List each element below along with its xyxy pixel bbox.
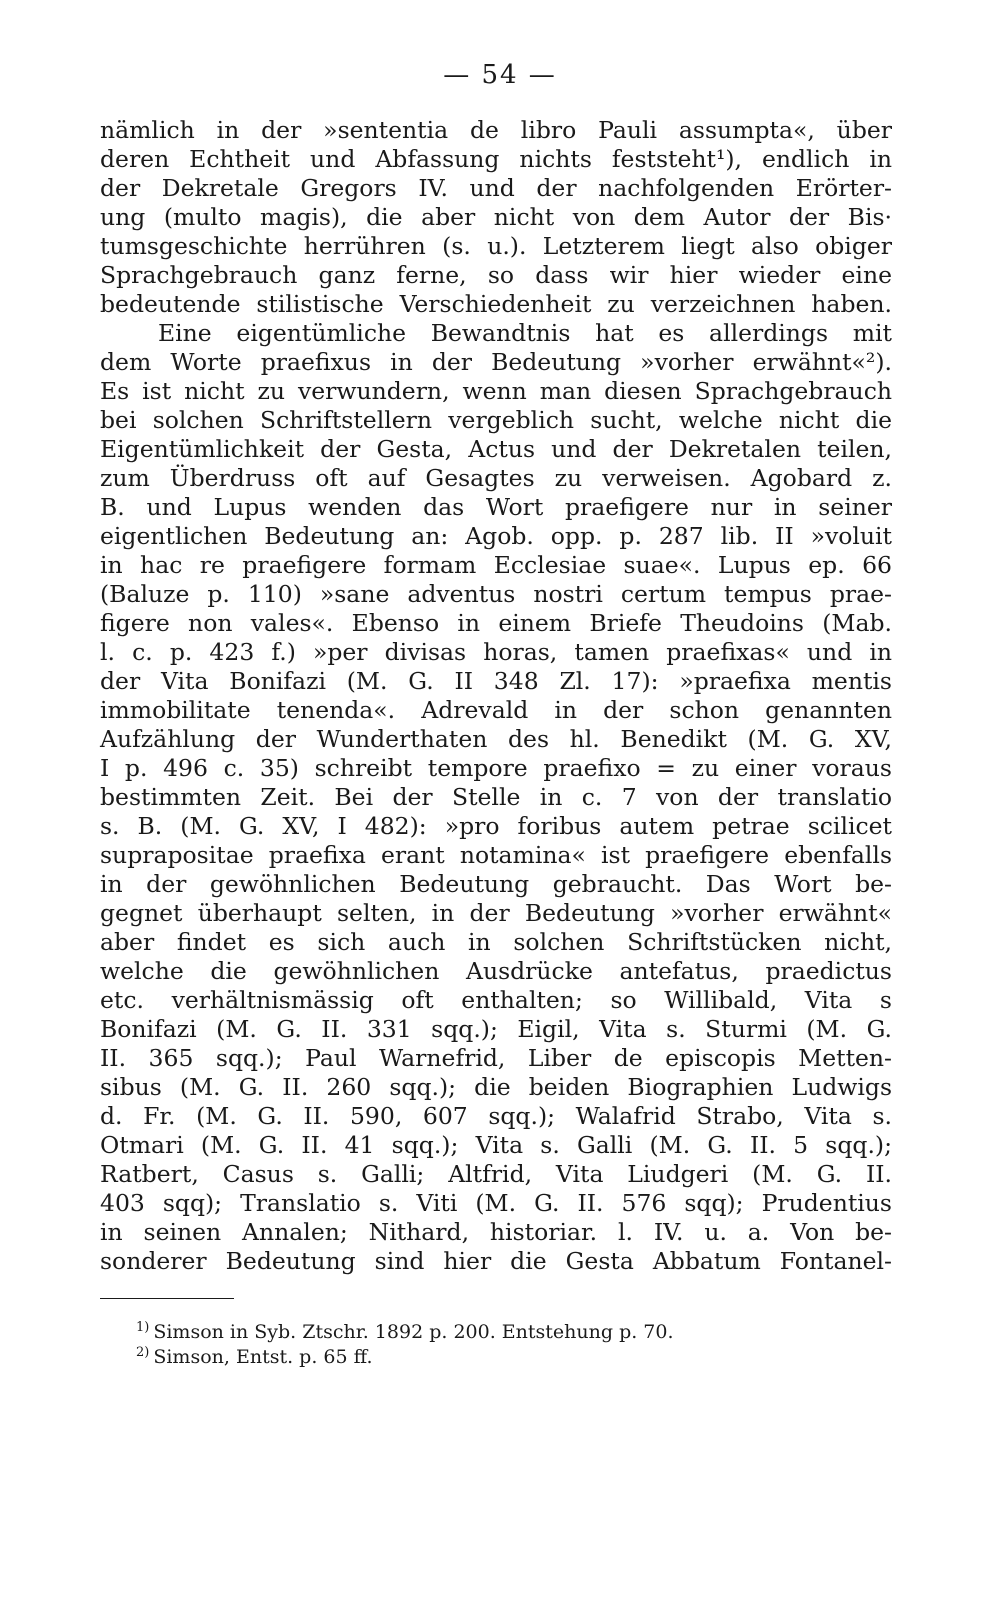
text-line: figere non vales«. Ebenso in einem Briefe Theudoins (Mab. [100,609,892,637]
text-line: nämlich in der »sententia de libro Pauli assumpta«, über [100,116,892,144]
text-line: in der gewöhnlichen Bedeutung gebraucht. Das Wort be- [100,870,892,898]
text-line: in hac re praefigere formam Ecclesiae suae«. Lupus ep. 66 [100,551,892,579]
text-line: bei solchen Schriftstellern vergeblich sucht, welche nicht die [100,406,892,434]
page-number: — 54 — [443,60,557,90]
text-line: Eine eigentümliche Bewandtnis hat es allerdings mit [158,319,892,347]
text-line: der Vita Bonifazi (M. G. II 348 Zl. 17): »praefixa mentis [100,667,892,695]
text-line: B. und Lupus wenden das Wort praefigere nur in seiner [100,493,892,521]
text-line: s. B. (M. G. XV, I 482): »pro foribus autem petrae scilicet [100,812,892,840]
text-line: bedeutende stilistische Verschiedenheit zu verzeichnen haben. [100,290,892,318]
text-line: suprapositae praefixa erant notamina« ist praefigere ebenfalls [100,841,892,869]
text-line: Sprachgebrauch ganz ferne, so dass wir hier wieder eine [100,261,892,289]
text-line: Eigentümlichkeit der Gesta, Actus und der Dekretalen teilen, [100,435,892,463]
text-line: 403 sqq); Translatio s. Viti (M. G. II. 576 sqq); Prudentius [100,1189,892,1217]
text-line: l. c. p. 423 f.) »per divisas horas, tamen praefixas« und in [100,638,892,666]
text-line: d. Fr. (M. G. II. 590, 607 sqq.); Walafrid Strabo, Vita s. [100,1102,892,1130]
text-line: Otmari (M. G. II. 41 sqq.); Vita s. Galli (M. G. II. 5 sqq.); [100,1131,892,1159]
text-line: Ratbert, Casus s. Galli; Altfrid, Vita Liudgeri (M. G. II. [100,1160,892,1188]
footnote-text: Simson, Entst. p. 65 ff. [153,1346,373,1368]
text-line: I p. 496 c. 35) schreibt tempore praefixo = zu einer voraus [100,754,892,782]
text-line: welche die gewöhnlichen Ausdrücke antefatus, praedictus [100,957,892,985]
body-text [100,116,892,1276]
footnotes [136,1320,836,1370]
text-line: Aufzählung der Wunderthaten des hl. Benedikt (M. G. XV, [100,725,892,753]
text-line: tumsgeschichte herrühren (s. u.). Letzterem liegt also obiger [100,232,892,260]
text-line: bestimmten Zeit. Bei der Stelle in c. 7 von der translatio [100,783,892,811]
text-line: immobilitate tenenda«. Adrevald in der schon genannten [100,696,892,724]
footnote [136,1320,836,1345]
text-line: aber findet es sich auch in solchen Schriftstücken nicht, [100,928,892,956]
text-line: deren Echtheit und Abfassung nichts feststeht¹), endlich in [100,145,892,173]
text-line: zum Überdruss oft auf Gesagtes zu verweisen. Agobard z. [100,464,892,492]
footnote-mark: 2) [136,1344,150,1360]
text-line: sonderer Bedeutung sind hier die Gesta Abbatum Fontanel- [100,1247,892,1275]
text-line: Bonifazi (M. G. II. 331 sqq.); Eigil, Vita s. Sturmi (M. G. [100,1015,892,1043]
text-line: ung (multo magis), die aber nicht von dem Autor der Bis· [100,203,892,231]
text-line: in seinen Annalen; Nithard, historiar. l. IV. u. a. Von be- [100,1218,892,1246]
text-line: gegnet überhaupt selten, in der Bedeutung »vorher erwähnt« [100,899,892,927]
text-line: sibus (M. G. II. 260 sqq.); die beiden Biographien Ludwigs [100,1073,892,1101]
text-line: Es ist nicht zu verwundern, wenn man diesen Sprachgebrauch [100,377,892,405]
footnote [136,1345,836,1370]
footnote-text: Simson in Syb. Ztschr. 1892 p. 200. Entstehung p. 70. [153,1321,674,1343]
footnote-divider [100,1298,234,1299]
text-line: dem Worte praefixus in der Bedeutung »vorher erwähnt«²). [100,348,892,376]
text-line: II. 365 sqq.); Paul Warnefrid, Liber de episcopis Metten- [100,1044,892,1072]
footnote-mark: 1) [136,1319,150,1335]
text-line: (Baluze p. 110) »sane adventus nostri certum tempus prae- [100,580,892,608]
text-line: der Dekretale Gregors IV. und der nachfolgenden Erörter- [100,174,892,202]
text-line: eigentlichen Bedeutung an: Agob. opp. p. 287 lib. II »voluit [100,522,892,550]
text-line: etc. verhältnismässig oft enthalten; so Willibald, Vita s [100,986,892,1014]
